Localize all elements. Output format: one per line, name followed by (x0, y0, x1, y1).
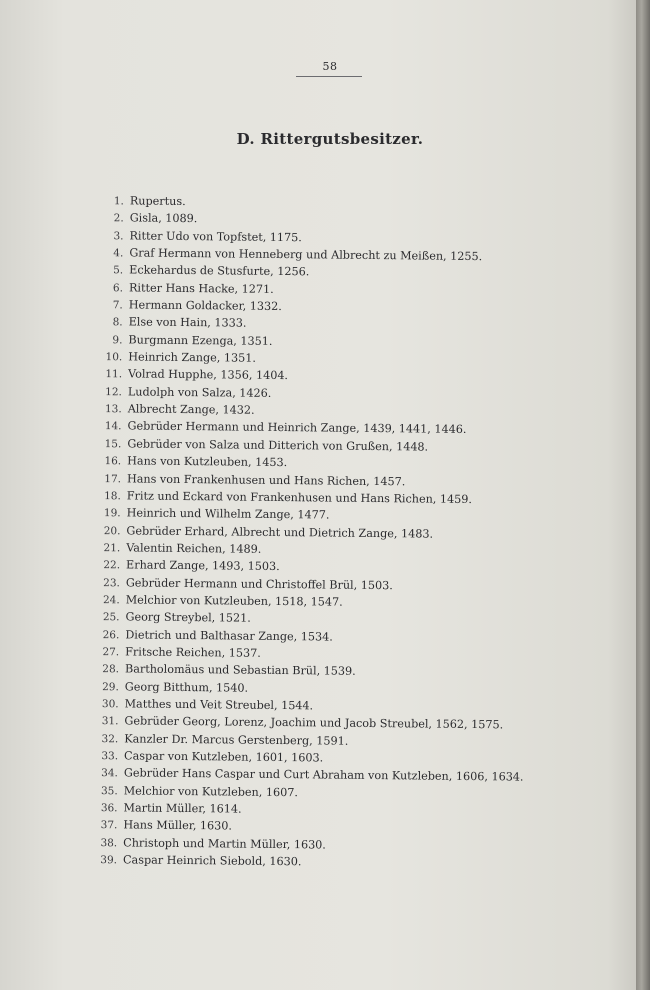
list-item-text: Melchior von Kutzleuben, 1518, 1547. (125, 593, 343, 609)
list-item-number: 2. (113, 212, 124, 225)
list-item-text: Gisla, 1089. (129, 211, 198, 226)
list-item-text: Ritter Udo von Topfstet, 1175. (129, 229, 302, 244)
page-number-rule (296, 76, 362, 77)
list-item-number: 35. (100, 784, 118, 798)
list-item-text: Albrecht Zange, 1432. (127, 402, 255, 417)
list-item-text: Martin Müller, 1614. (123, 801, 242, 816)
list-item-number: 27. (102, 646, 120, 659)
list-item-number: 14. (104, 420, 122, 433)
list-item-text: Hans Müller, 1630. (123, 818, 233, 833)
list-item-number: 17. (104, 472, 122, 485)
list-item-number: 34. (101, 767, 118, 780)
list-item-number: 5. (113, 264, 124, 277)
list-item-number: 9. (112, 333, 123, 347)
list-item-text: Burgmann Ezenga, 1351. (128, 333, 273, 348)
list-item-text: Dietrich und Balthasar Zange, 1534. (125, 627, 333, 644)
list-item-text: Fritz und Eckard von Frankenhusen und Hans Richen, 1459. (126, 489, 473, 506)
list-item-text: Christoph und Martin Müller, 1630. (123, 836, 326, 852)
list-item-text: Valentin Reichen, 1489. (126, 541, 262, 556)
list-item-number: 13. (104, 403, 122, 416)
list-item-number: 39. (100, 854, 118, 867)
list-item-number: 10. (105, 351, 123, 364)
list-item-text: Gebrüder Hermann und Heinrich Zange, 1439, 1441, 1446. (127, 419, 467, 437)
list-item-number: 22. (103, 559, 121, 572)
list-item-number: 32. (101, 732, 119, 745)
list-item-number: 33. (101, 750, 119, 763)
list-item-text: Else von Hain, 1333. (128, 315, 247, 331)
list-item-number: 26. (102, 628, 120, 641)
list-item-text: Gebrüder von Salza und Ditterich von Grußen, 1448. (127, 437, 429, 454)
list-item-text: Georg Bitthum, 1540. (124, 680, 249, 695)
list-item-number: 15. (104, 437, 122, 451)
list-item-text: Ritter Hans Hacke, 1271. (128, 281, 274, 296)
list-item-number: 23. (103, 576, 120, 589)
list-item-text: Bartholomäus und Sebastian Brül, 1539. (124, 662, 356, 679)
list-item-text: Gebrüder Hans Caspar und Curt Abraham von Kutzleben, 1606, 1634. (123, 766, 524, 784)
list-item-text: Georg Streybel, 1521. (125, 610, 251, 625)
list-item-number: 28. (102, 663, 120, 676)
list-item-text: Melchior von Kutzleben, 1607. (123, 784, 298, 799)
list-item-text: Rupertus. (129, 194, 186, 209)
list-item-text: Eckehardus de Stusfurte, 1256. (129, 263, 310, 279)
list-item-number: 1. (113, 195, 124, 208)
list-item-number: 21. (103, 542, 121, 555)
list-item-text: Gebrüder Georg, Lorenz, Joachim und Jacob Streubel, 1562, 1575. (124, 714, 504, 732)
list-item-number: 7. (112, 299, 123, 312)
book-binding-edge (636, 0, 650, 990)
list-item-number: 4. (113, 247, 124, 260)
page-number: 58 (322, 60, 338, 73)
list-item-number: 6. (112, 281, 124, 295)
list-item-text: Ludolph von Salza, 1426. (127, 385, 272, 400)
list-item-number: 20. (103, 524, 121, 537)
list-item-text: Hans von Kutzleuben, 1453. (127, 454, 288, 470)
list-item-number: 12. (105, 385, 122, 399)
list-item-number: 16. (104, 455, 122, 468)
list-item-number: 3. (113, 229, 124, 243)
list-item-text: Kanzler Dr. Marcus Gerstenberg, 1591. (124, 732, 349, 748)
list-item-text: Hans von Frankenhusen und Hans Richen, 1457. (126, 471, 406, 488)
section-heading: D. Rittergutsbesitzer. (236, 130, 424, 148)
list-item-text: Gebrüder Erhard, Albrecht und Dietrich Zange, 1483. (126, 523, 434, 541)
list-item-text: Caspar von Kutzleben, 1601, 1603. (124, 749, 324, 765)
list-item-number: 18. (104, 490, 121, 503)
list-item-number: 36. (100, 802, 118, 815)
list-item-number: 30. (101, 698, 119, 711)
owner-list (83, 192, 610, 874)
list-item-text: Hermann Goldacker, 1332. (128, 298, 282, 314)
list-item-text: Erhard Zange, 1493, 1503. (126, 558, 280, 574)
list-item-number: 31. (101, 715, 119, 728)
list-item-text: Gebrüder Hermann und Christoffel Brül, 1503. (125, 575, 393, 592)
list-item-text: Volrad Hupphe, 1356, 1404. (128, 367, 289, 383)
list-item-number: 11. (105, 368, 123, 381)
list-item-number: 29. (102, 680, 119, 693)
list-item-number: 8. (112, 316, 123, 329)
list-item-number: 38. (100, 836, 118, 850)
list-item-number: 24. (102, 594, 120, 607)
list-item-number: 37. (100, 819, 118, 832)
list-item-text: Matthes und Veit Streubel, 1544. (124, 697, 314, 713)
list-item-text: Caspar Heinrich Siebold, 1630. (122, 853, 302, 869)
list-item-text: Fritsche Reichen, 1537. (125, 645, 261, 660)
list-item-text: Graf Hermann von Henneberg und Albrecht zu Meißen, 1255. (129, 246, 483, 264)
list-item-number: 25. (102, 611, 120, 624)
list-item-text: Heinrich und Wilhelm Zange, 1477. (126, 506, 330, 522)
list-item-text: Heinrich Zange, 1351. (128, 350, 257, 365)
list-item-number: 19. (103, 507, 121, 520)
